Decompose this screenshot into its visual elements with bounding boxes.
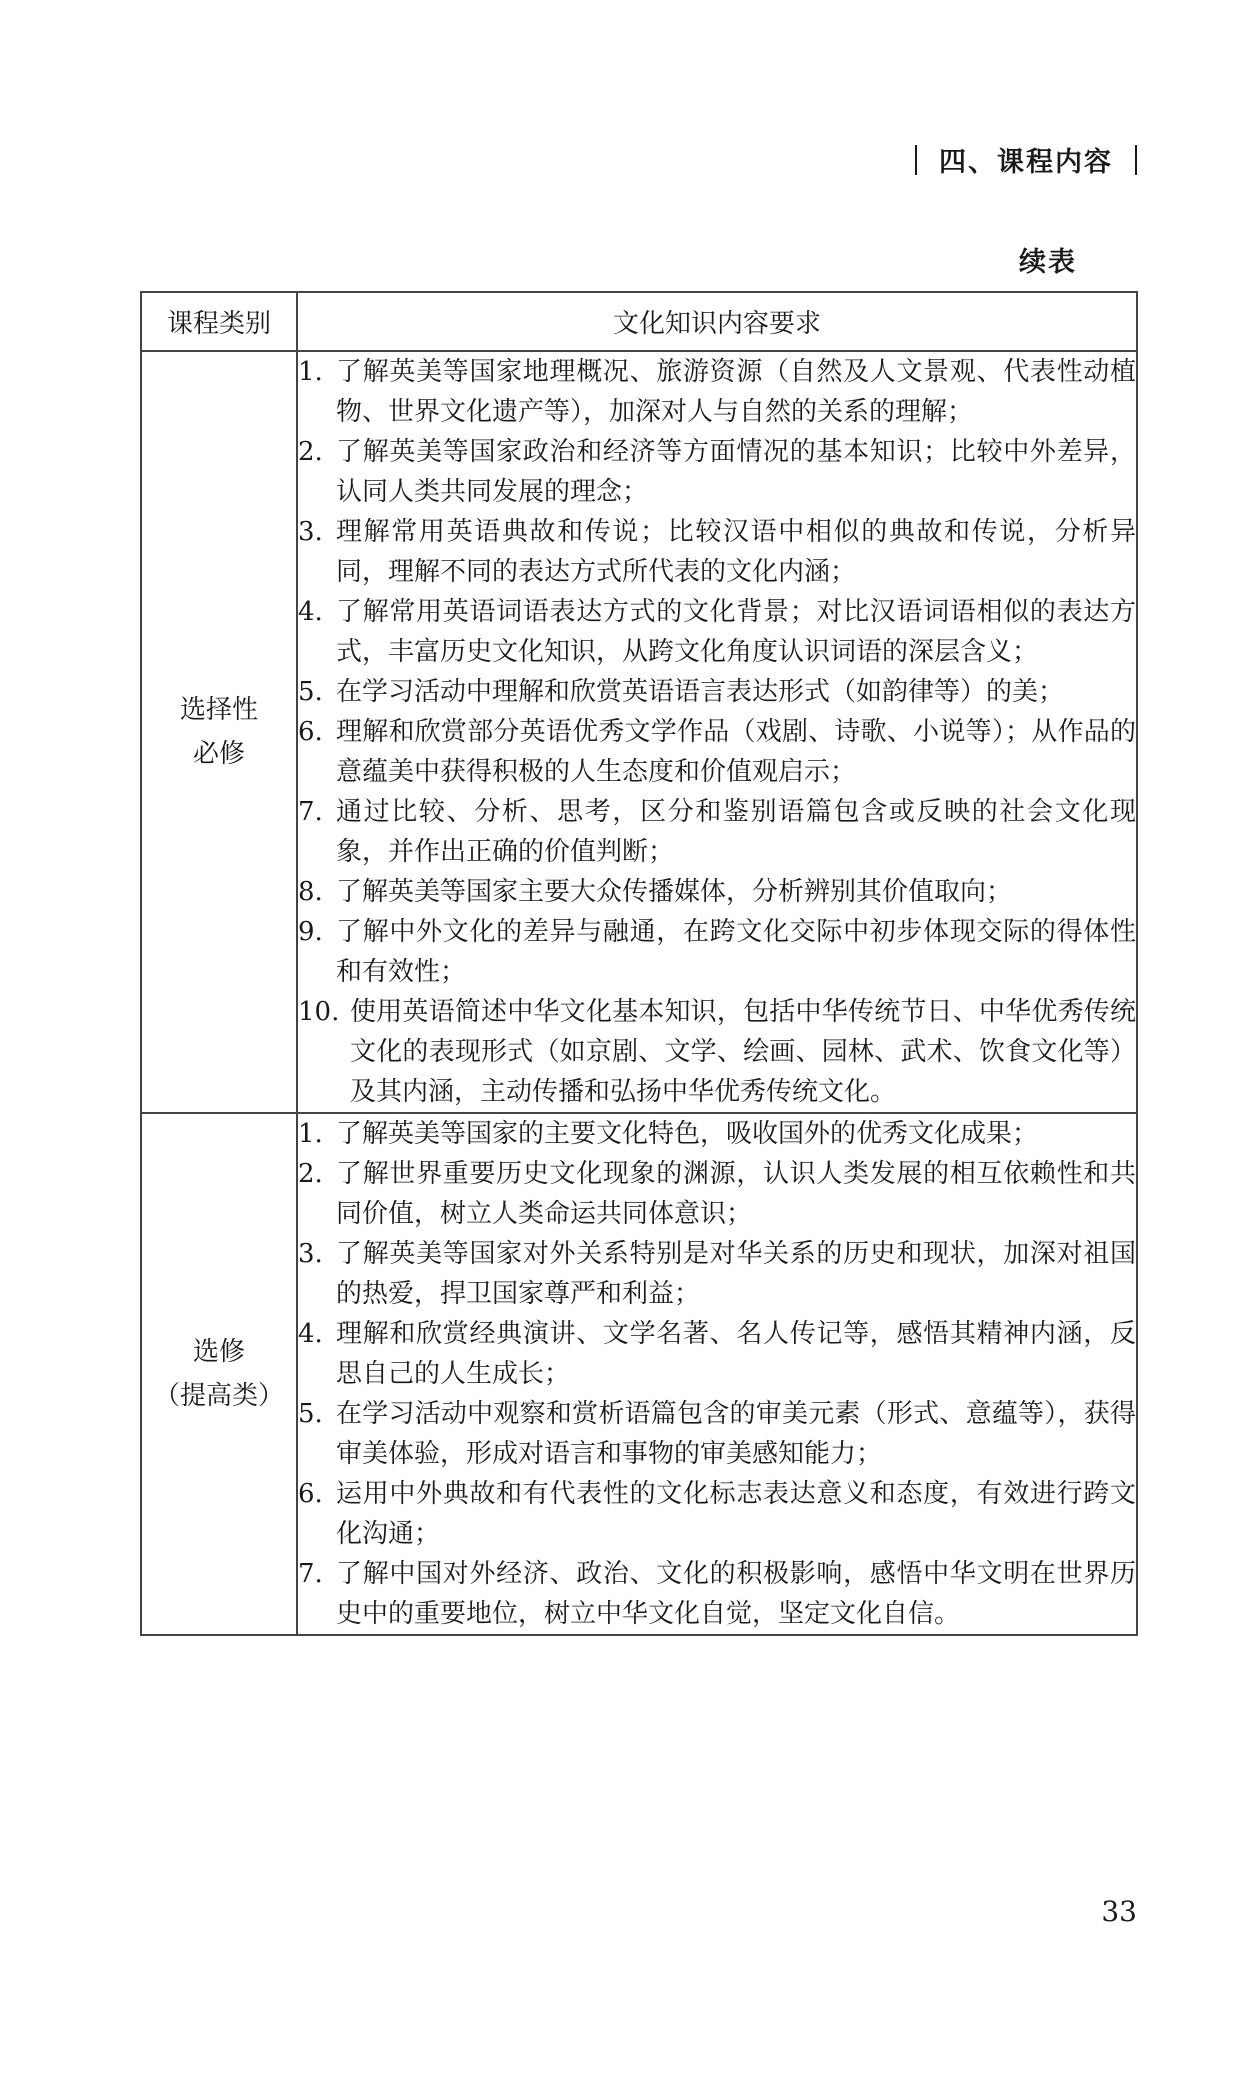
table-row	[141, 351, 1137, 1113]
requirements-list	[298, 352, 1136, 1112]
category-label-line: 必修	[192, 739, 245, 769]
list-item: 9. 了解中外文化的差异与融通，在跨文化交际中初步体现交际的得体性和有效性；	[298, 917, 1136, 987]
list-item: 5. 在学习活动中理解和欣赏英语语言表达形式（如韵律等）的美；	[298, 677, 1065, 707]
list-item: 8. 了解英美等国家主要大众传播媒体，分析辨别其价值取向；	[298, 877, 1013, 907]
continued-label: 续表	[1019, 247, 1077, 278]
header-divider	[915, 145, 917, 175]
category-cell	[141, 1113, 297, 1635]
list-item: 1. 了解英美等国家地理概况、旅游资源（自然及人文景观、代表性动植物、世界文化遗产等），加深对人与自然的关系的理解；	[298, 357, 1136, 427]
list-item: 2. 了解世界重要历史文化现象的渊源，认识人类发展的相互依赖性和共同价值，树立人类命运共同体意识；	[298, 1159, 1136, 1229]
running-header	[915, 140, 1137, 179]
requirements-list	[298, 1114, 1136, 1634]
category-label-line: 选择性	[179, 695, 258, 725]
table-row	[141, 1113, 1137, 1635]
list-item: 7. 了解中国对外经济、政治、文化的积极影响，感悟中华文明在世界历史中的重要地位，树立中华文化自觉，坚定文化自信。	[298, 1559, 1136, 1629]
list-item: 3. 了解英美等国家对外关系特别是对华关系的历史和现状，加深对祖国的热爱，捍卫国家尊严和利益；	[298, 1239, 1136, 1309]
course-content-table	[140, 291, 1138, 1636]
list-item: 4. 理解和欣赏经典演讲、文学名著、名人传记等，感悟其精神内涵，反思自己的人生成长；	[298, 1319, 1136, 1389]
requirements-cell	[297, 351, 1137, 1113]
header-divider	[1135, 145, 1137, 175]
category-label-line: 选修	[192, 1337, 245, 1367]
list-item: 6. 运用中外典故和有代表性的文化标志表达意义和态度，有效进行跨文化沟通；	[298, 1479, 1136, 1549]
page-number: 33	[1101, 1895, 1137, 1928]
list-item: 7. 通过比较、分析、思考，区分和鉴别语篇包含或反映的社会文化现象，并作出正确的价值判断；	[298, 797, 1136, 867]
col-header-category: 课程类别	[141, 292, 297, 351]
list-item: 4. 了解常用英语词语表达方式的文化背景；对比汉语词语相似的表达方式，丰富历史文化知识，从跨文化角度认识词语的深层含义；	[298, 597, 1136, 667]
col-header-requirements: 文化知识内容要求	[297, 292, 1137, 351]
list-item: 1. 了解英美等国家的主要文化特色，吸收国外的优秀文化成果；	[298, 1119, 1039, 1149]
list-item: 10. 使用英语简述中华文化基本知识，包括中华传统节日、中华优秀传统文化的表现形式（如京剧、文学、绘画、园林、武术、饮食文化等）及其内涵，主动传播和弘扬中华优秀传统文化。	[298, 997, 1136, 1107]
section-title: 四、课程内容	[939, 147, 1113, 178]
list-item: 6. 理解和欣赏部分英语优秀文学作品（戏剧、诗歌、小说等）；从作品的意蕴美中获得积极的人生态度和价值观启示；	[298, 717, 1136, 787]
list-item: 2. 了解英美等国家政治和经济等方面情况的基本知识；比较中外差异，认同人类共同发展的理念；	[298, 437, 1136, 507]
list-item: 3. 理解常用英语典故和传说；比较汉语中相似的典故和传说，分析异同，理解不同的表达方式所代表的文化内涵；	[298, 517, 1136, 587]
category-label-line: （提高类）	[153, 1381, 284, 1411]
list-item: 5. 在学习活动中观察和赏析语篇包含的审美元素（形式、意蕴等），获得审美体验，形成对语言和事物的审美感知能力；	[298, 1399, 1136, 1469]
table-header-row	[141, 292, 1137, 351]
category-cell	[141, 351, 297, 1113]
requirements-cell	[297, 1113, 1137, 1635]
